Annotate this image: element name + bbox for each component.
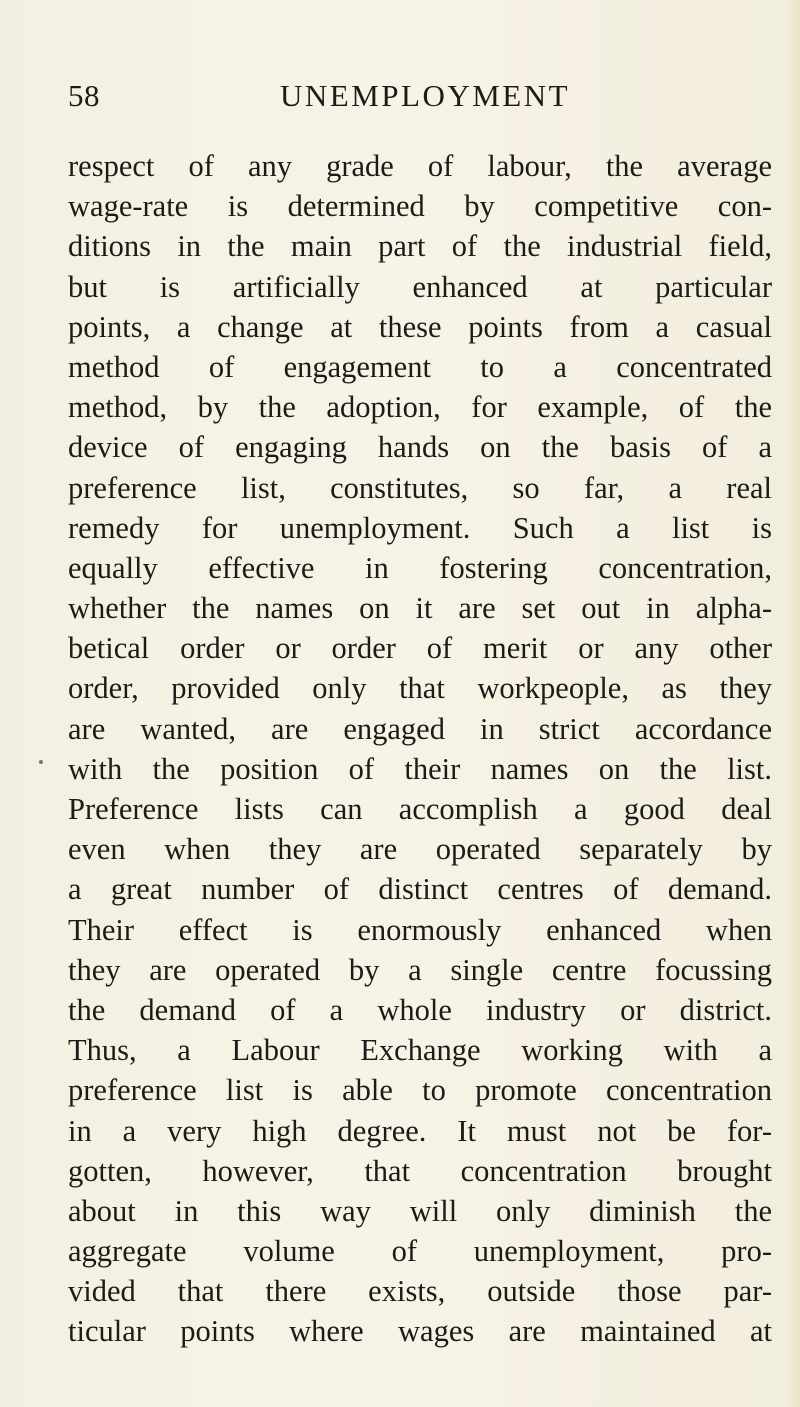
text-line: even when they are operated separately by [68, 832, 772, 867]
page-number: 58 [68, 78, 100, 113]
text-line: ditions in the main part of the industrial field, [68, 229, 772, 264]
page-edge-shadow [786, 0, 800, 1407]
text-line: ticular points where wages are maintained at [68, 1314, 772, 1349]
text-line: respect of any grade of labour, the average [68, 149, 772, 183]
text-line: vided that there exists, outside those par- [68, 1274, 772, 1309]
text-line: Their effect is enormously enhanced when [68, 912, 772, 947]
text-line: whether the names on it are set out in alpha- [68, 591, 772, 626]
text-line: are wanted, are engaged in strict accordance [68, 711, 772, 746]
text-line: betical order or order of merit or any other [68, 631, 772, 666]
text-line: wage-rate is determined by competitive con- [68, 189, 772, 224]
text-line: points, a change at these points from a casual [68, 309, 772, 344]
text-line: preference list, constitutes, so far, a real [68, 470, 772, 505]
text-line: about in this way will only diminish the [68, 1193, 772, 1228]
text-line: the demand of a whole industry or district. [68, 992, 772, 1027]
body-paragraph [68, 146, 772, 1352]
text-line: equally effective in fostering concentration, [68, 550, 772, 585]
text-line: with the position of their names on the list. [68, 751, 772, 786]
text-line: they are operated by a single centre focussing [68, 952, 772, 987]
text-line: method of engagement to a concentrated [68, 349, 772, 384]
text-line: in a very high degree. It must not be for- [68, 1113, 772, 1148]
text-line: aggregate volume of unemployment, pro- [68, 1234, 772, 1269]
text-line: Preference lists can accomplish a good deal [68, 792, 772, 826]
page-header [68, 78, 772, 128]
text-line: gotten, however, that concentration brought [68, 1153, 772, 1188]
text-line: remedy for unemployment. Such a list is [68, 510, 772, 545]
text-line: method, by the adoption, for example, of the [68, 390, 772, 425]
text-line: preference list is able to promote concentration [68, 1073, 772, 1108]
text-line: order, provided only that workpeople, as they [68, 671, 772, 706]
text-line: but is artificially enhanced at particular [68, 269, 772, 304]
text-line: device of engaging hands on the basis of a [68, 430, 772, 465]
margin-dot [39, 760, 43, 764]
text-line: Thus, a Labour Exchange working with a [68, 1033, 772, 1068]
running-title: UNEMPLOYMENT [280, 78, 571, 113]
text-line: a great number of distinct centres of demand. [68, 872, 772, 907]
